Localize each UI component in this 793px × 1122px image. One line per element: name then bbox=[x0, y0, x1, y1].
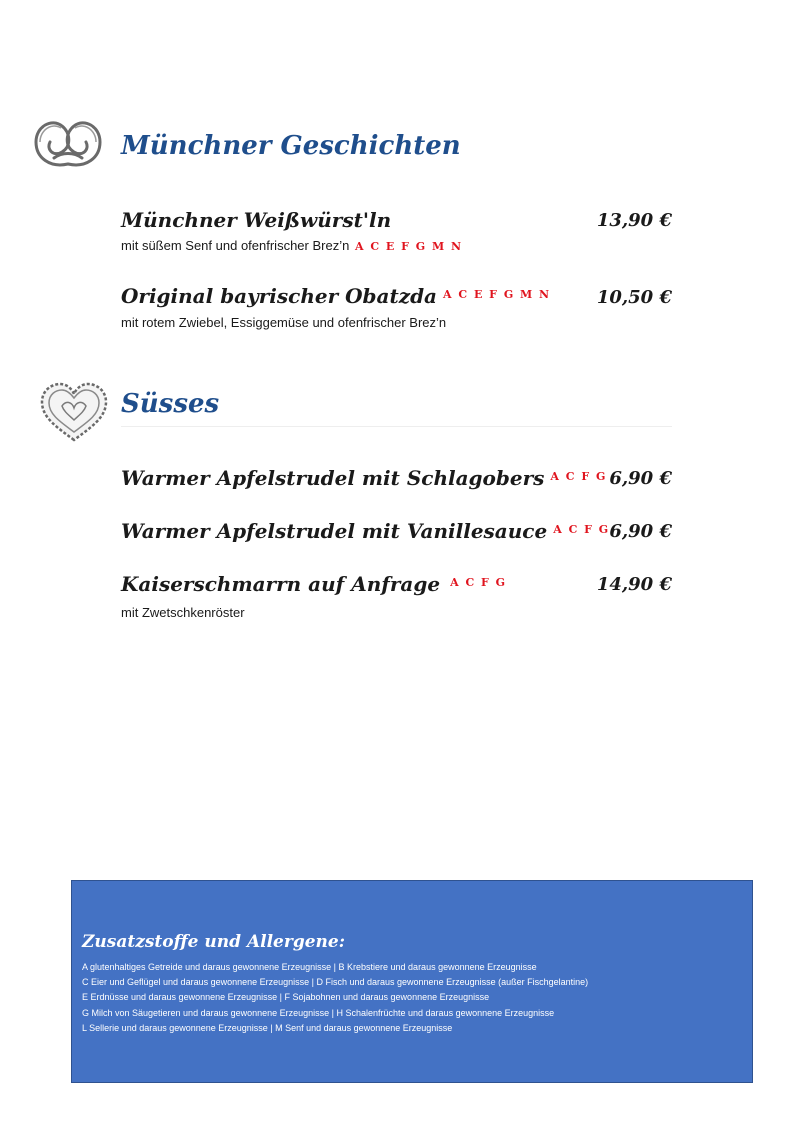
menu-item-price: 13,90 € bbox=[596, 210, 672, 231]
menu-item-price: 6,90 € bbox=[609, 468, 672, 489]
item-description-text: mit Zwetschkenröster bbox=[121, 605, 245, 620]
menu-item-description bbox=[121, 315, 446, 330]
allergen-codes: A C F G bbox=[550, 470, 607, 483]
pretzel-icon bbox=[32, 112, 104, 172]
allergen-codes: A C F G bbox=[553, 523, 610, 536]
menu-item-name bbox=[121, 466, 607, 490]
allergen-info-line: G Milch von Säugetieren und daraus gewonnene Erzeugnisse | H Schalenfrüchte und daraus gewonnene Erzeugnisse bbox=[82, 1007, 555, 1018]
item-description-text: mit rotem Zwiebel, Essiggemüse und ofenfrischer Brez’n bbox=[121, 315, 447, 330]
allergen-info-line: A glutenhaltiges Getreide und daraus gewonnene Erzeugnisse | B Krebstiere und daraus gewonnene Erzeugnisse bbox=[82, 962, 537, 972]
allergen-info-list bbox=[82, 960, 588, 1036]
menu-item-name bbox=[121, 519, 610, 543]
menu-item-description bbox=[121, 238, 463, 253]
allergen-codes: A C F G bbox=[450, 576, 507, 589]
menu-item-price: 14,90 € bbox=[596, 574, 672, 595]
allergen-info-box bbox=[71, 880, 753, 1083]
item-name-text: Original bayrischer Obatzda bbox=[121, 284, 438, 308]
allergen-codes: A C E F G M N bbox=[443, 288, 551, 301]
menu-item-description bbox=[121, 605, 245, 620]
menu-item-name bbox=[121, 572, 507, 596]
item-name-text: Münchner Weißwürst'ln bbox=[121, 208, 392, 232]
item-name-text: Warmer Apfelstrudel mit Vanillesauce bbox=[121, 519, 548, 543]
menu-item-name bbox=[121, 284, 551, 308]
item-description-text: mit süßem Senf und ofenfrischer Brez’n bbox=[121, 238, 350, 253]
allergen-info-line: L Sellerie und daraus gewonnene Erzeugnisse | M Senf und daraus gewonnene Erzeugnisse bbox=[82, 1022, 453, 1033]
menu-item-price: 6,90 € bbox=[609, 521, 672, 542]
section-title-suesses: Süsses bbox=[121, 389, 220, 419]
allergen-info-line: C Eier und Geflügel und daraus gewonnene Erzeugnisse | D Fisch und daraus gewonnene Erzeugnisse (außer Fischgelantine) bbox=[82, 977, 589, 988]
allergen-info-title: Zusatzstoffe und Allergene: bbox=[82, 932, 345, 952]
item-name-text: Warmer Apfelstrudel mit Schlagobers bbox=[121, 466, 545, 490]
section-title-muenchner-geschichten: Münchner Geschichten bbox=[121, 131, 461, 161]
section-divider bbox=[121, 426, 672, 427]
menu-item-name bbox=[121, 208, 391, 232]
gingerbread-heart-icon bbox=[38, 380, 110, 444]
item-name-text: Kaiserschmarrn auf Anfrage bbox=[121, 572, 441, 596]
allergen-info-line: E Erdnüsse und daraus gewonnene Erzeugnisse | F Sojabohnen und daraus gewonnene Erzeugnisse bbox=[82, 992, 490, 1003]
allergen-codes: A C E F G M N bbox=[354, 240, 463, 253]
menu-item-price: 10,50 € bbox=[596, 287, 672, 308]
